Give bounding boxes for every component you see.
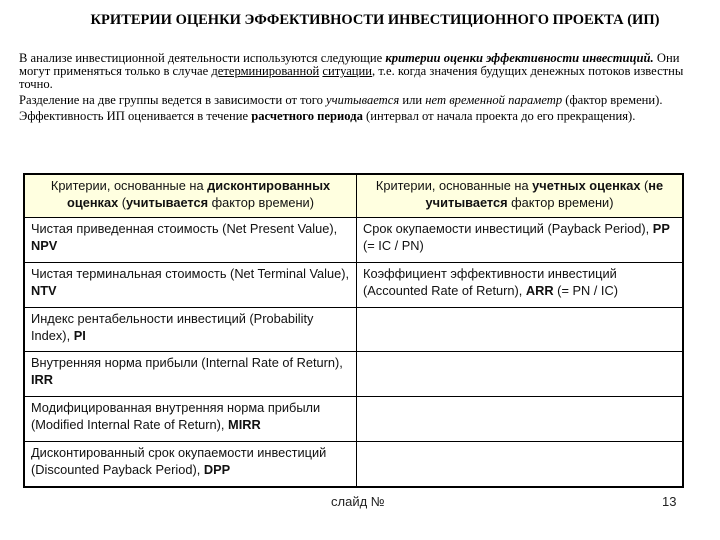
intro-paragraph-3 bbox=[19, 110, 689, 123]
table-cell bbox=[357, 262, 684, 307]
cell-text: Модифицированная внутренняя норма прибыли (Modified Internal Rate of Return), bbox=[31, 400, 321, 433]
header-bold: дисконтированных оценках bbox=[67, 178, 331, 210]
header-bold: учетных оценках bbox=[532, 178, 641, 193]
intro-italic: учитывается bbox=[326, 93, 400, 108]
intro-text-span: Эффективность ИП оценивается в течение bbox=[19, 108, 252, 123]
cell-abbr: PI bbox=[73, 327, 86, 343]
table-row bbox=[24, 262, 683, 307]
cell-abbr: IRR bbox=[31, 372, 54, 388]
table-cell bbox=[24, 262, 357, 307]
cell-suffix: (= IC / PN) bbox=[363, 238, 424, 253]
intro-paragraph-2 bbox=[19, 94, 689, 107]
intro-text-span: Они могут применяться только в случае bbox=[19, 51, 680, 79]
header-text: фактор времени) bbox=[208, 195, 314, 210]
intro-italic: нет временной параметр bbox=[425, 93, 563, 108]
intro-bold: расчетного периода bbox=[251, 108, 363, 123]
cell-text: Внутренняя норма прибыли (Internal Rate of Return), bbox=[31, 355, 343, 371]
table-row bbox=[24, 397, 683, 442]
intro-underlined: детерминированной bbox=[211, 64, 320, 79]
cell-text: Индекс рентабельности инвестиций (Probability Index), bbox=[31, 310, 314, 343]
cell-text: Чистая терминальная стоимость (Net Terminal Value), bbox=[31, 265, 350, 281]
intro-underlined: ситуации bbox=[322, 64, 373, 79]
header-accounting bbox=[357, 174, 684, 218]
table-cell bbox=[24, 442, 357, 487]
header-text: Критерии, основанные на bbox=[50, 178, 208, 193]
header-discounted bbox=[24, 174, 357, 218]
table-cell-empty bbox=[357, 397, 684, 442]
cell-abbr: DPP bbox=[203, 462, 231, 478]
header-text: фактор времени) bbox=[507, 195, 614, 210]
cell-abbr: PP bbox=[652, 221, 670, 236]
cell-suffix: (= PN / IC) bbox=[553, 282, 618, 298]
header-text: Критерии, основанные на bbox=[375, 178, 533, 193]
intro-paragraph-1 bbox=[19, 52, 689, 92]
intro-text-span: (фактор времени). bbox=[562, 93, 663, 108]
intro-text-span: или bbox=[399, 93, 426, 108]
header-bold: учитывается bbox=[126, 195, 209, 210]
criteria-table bbox=[23, 173, 684, 488]
table-cell-empty bbox=[357, 442, 684, 487]
cell-text: Коэффициент эффективности инвестиций (Accounted Rate of Return), bbox=[363, 265, 617, 298]
table-cell bbox=[24, 218, 357, 263]
intro-text-span: Разделение на две группы ведется в зависимости от того bbox=[19, 93, 327, 108]
table-cell-empty bbox=[357, 352, 684, 397]
header-text: ( bbox=[118, 195, 127, 210]
cell-abbr: NTV bbox=[31, 282, 57, 298]
intro-text-span: (интервал от начала проекта до его прекращения). bbox=[362, 108, 636, 123]
cell-abbr: ARR bbox=[525, 282, 554, 298]
intro-text-span: В анализе инвестиционной деятельности используются следующие bbox=[19, 51, 386, 65]
table-cell bbox=[24, 307, 357, 352]
table-header-row bbox=[24, 174, 683, 218]
cell-text: Срок окупаемости инвестиций (Payback Period), bbox=[363, 221, 653, 236]
slide-label: слайд № bbox=[331, 494, 385, 509]
intro-text-span: , т.е. когда значения будущих денежных потоков известны точно. bbox=[19, 64, 684, 92]
cell-abbr: NPV bbox=[31, 238, 58, 253]
slide-number: 13 bbox=[662, 494, 677, 509]
table-cell bbox=[24, 397, 357, 442]
table-row bbox=[24, 218, 683, 263]
page-title: КРИТЕРИИ ОЦЕНКИ ЭФФЕКТИВНОСТИ ИНВЕСТИЦИОННОГО ПРОЕКТА (ИП) bbox=[90, 12, 660, 28]
table-row bbox=[24, 442, 683, 487]
header-bold: не учитывается bbox=[425, 178, 664, 210]
cell-abbr: MIRR bbox=[228, 417, 261, 433]
table-cell bbox=[357, 218, 684, 263]
table-row bbox=[24, 352, 683, 397]
table-cell bbox=[24, 352, 357, 397]
intro-emphasis: критерии оценки эффективности инвестиций. bbox=[385, 51, 654, 65]
cell-text: Дисконтированный срок окупаемости инвестиций (Discounted Payback Period), bbox=[31, 445, 327, 478]
table-cell-empty bbox=[357, 307, 684, 352]
table-row bbox=[24, 307, 683, 352]
header-text: ( bbox=[640, 178, 649, 193]
cell-text: Чистая приведенная стоимость (Net Present Value), bbox=[31, 221, 338, 236]
intro-text bbox=[19, 52, 689, 126]
